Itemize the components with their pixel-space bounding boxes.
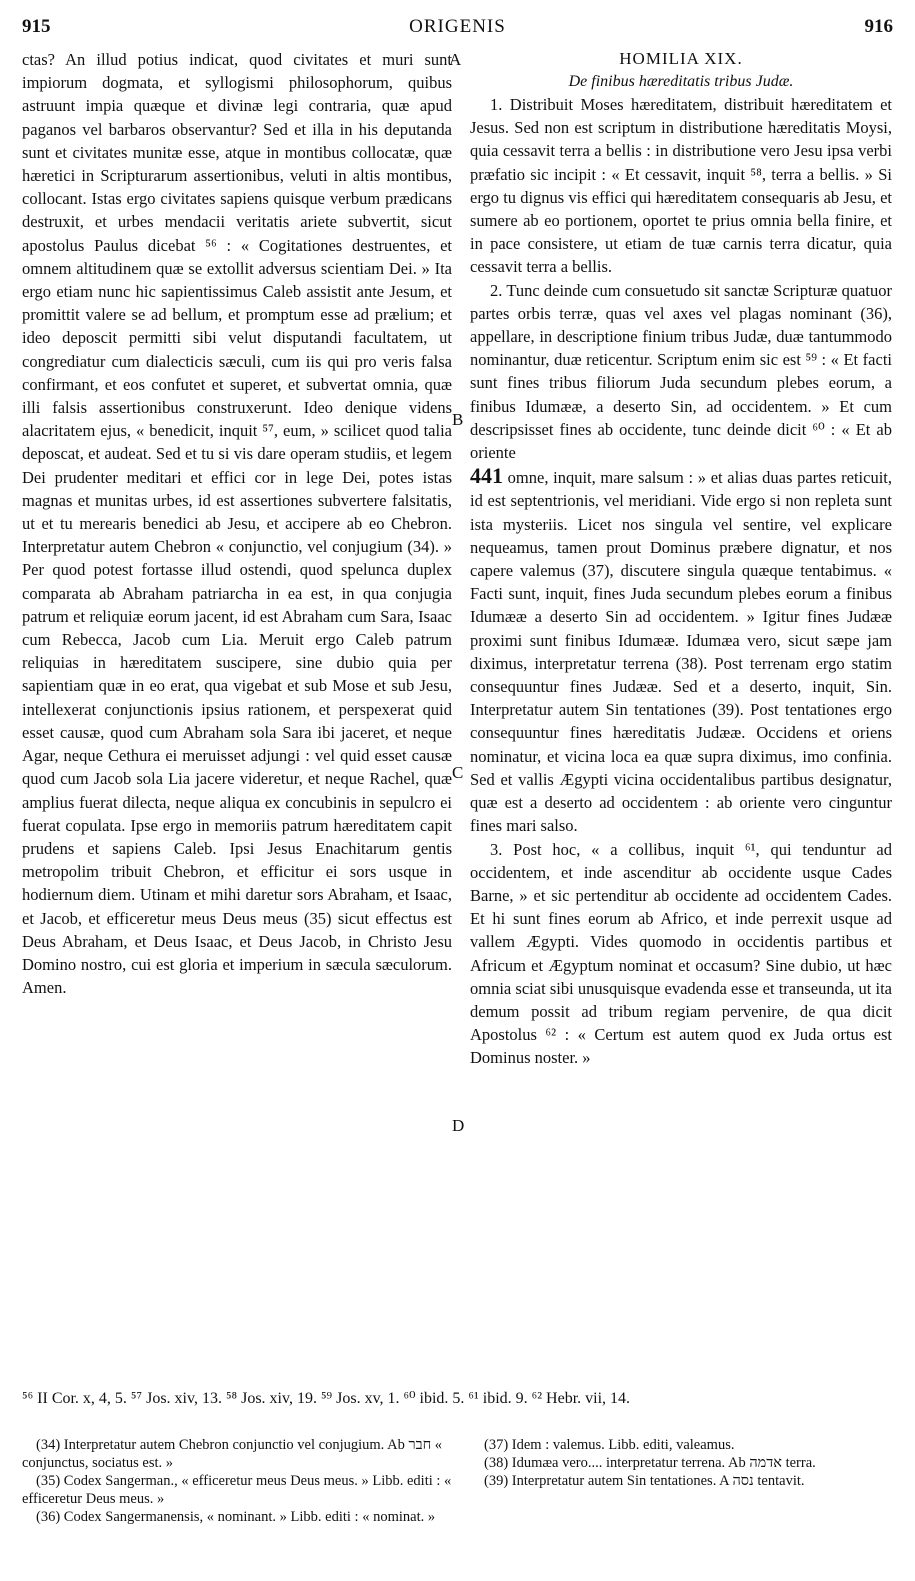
footnote-35: (35) Codex Sangerman., « efficeretur meus Deus meus. » Libb. editi : « efficeretur Deus meus. » xyxy=(22,1473,452,1507)
homily-title: HOMILIA XIX. xyxy=(619,49,743,68)
paragraph-1: 1. Distribuit Moses hæreditatem, distribuit hæreditatem et Jesus. Sed non est scriptum in distributione hæreditatis Moysi, quia cessavit terra a bellis : in distributione vero Jesu ipsa verbi præfatio sic incipit : « Et cessavit, inquit ⁵⁸, terra a bellis. » Si ergo tu dignus vis effici qui hæreditatem consequaris ab Jesu, et sumere ab eo portionem, oportet te prius omnia bella finire, et in pace consistere, ut etiam de tuæ carnis terra dicatur, quia cessavit terra a bellis. xyxy=(470,95,892,277)
column-number: 441 xyxy=(470,463,503,489)
left-column-text: ctas? An illud potius indicat, quod civitates et muri sunt impiorum dogmata, et syllogismi philosophorum, quibus astruunt impia quæque et divinæ legi contraria, quæ apud paganos vel barbaros observantur? Sed et illa in his deputanda sunt et civitates munitæ esse, atque in montibus collocatæ, quæ hæretici in Scripturarum assertionibus, veluti in altis montibus, collocant. Istas ergo civitates sapiens quisque verbum prædicans destruxit, et urbes mendacii veritatis ariete subvertit, sicut apostolus Paulus dicebat ⁵⁶ : « Cogitationes destruentes, et omnem altitudinem quæ se extollit adversus scientiam Dei. » Ita ergo etiam nunc hic sapientissimus Caleb assistit ante Jesum, et promittit valere se ad bellum, et promptum esse ad prælium; et ideo deposcit permitti sibi velut disputandi facultatem, ut congrediatur cum dialecticis sæculi, cum iis qui pro veris falsa confirmant, et eos confutet et superet, et subvertat omnia, quæ illi falsis assertionibus construxerunt. Ideo denique videns alacritatem ejus, « benedicit, inquit ⁵⁷, eum, » scilicet quod talia deposcat, et audeat. Sed et tu si vis dare operam studiis, et legem Dei prudenter meditari et effici cor in lege Dei, potes istas magnas et munitas urbes, id est assertiones subvertere falsitatis, ut et tu merearis benedici ab Jesu, et accipere ab eo Chebron. Interpretatur autem Chebron « conjunctio, vel conjugium (34). » Per quod potest fortasse illud ostendi, quod spelunca duplex comparata ab Abraham patriarcha in ea est, in qua conjugia patrum et reliquiæ eorum jacent, id est Abraham cum Sara, Isaac cum Rebecca, Jacob cum Lia. Meruit ergo Caleb patrum reliquias in hæreditatem suscipere, sine dubio quia per sapientiam quæ in eo erat, qua vigebat et sub Mose et sub Jesu, intellexerat conjunctionis ipsius rationem, et perspexerat quid esset causæ, quod cum Abraham sola Sara ibi jaceret, et neque Agar, neque Cethura ei meruisset adjungi : vel quid esset causæ quod cum Jacob sola Lia jacere videretur, et neque Rachel, quæ amplius fuerat dilecta, neque aliqua ex concubinis in sepulcro ei fuerat copulata. Ipse ergo in memoriis patrum hæreditatem capit prudens et sapiens Caleb. Ipsi Jesus Enachitarum gentis metropolim tribuit Chebron, et efficitur ei sors usque in hodiernum diem. Utinam et mihi daretur sors Abraham, et Isaac, et Jacob, et efficeretur meus Deus meus (35) sicut effectus est Deus Abraham, et Deus Isaac, et Deus Jacob, in Christo Jesu Domino nostro, cui est gloria et imperium in sæcula sæculorum. Amen. xyxy=(22,50,452,998)
scripture-references: ⁵⁶ II Cor. x, 4, 5. ⁵⁷ Jos. xiv, 13. ⁵⁸ Jos. xiv, 19. ⁵⁹ Jos. xv, 1. ⁶⁰ ibid. 5. ⁶¹ ibid. 9. ⁶² Hebr. vii, 14. xyxy=(22,1390,631,1407)
footnote-36: (36) Codex Sangermanensis, « nominant. » Libb. editi : « nominat. » xyxy=(36,1509,436,1525)
margin-letter-c: C xyxy=(452,763,464,782)
margin-letter-b: B xyxy=(452,410,464,429)
left-column xyxy=(22,48,452,999)
paragraph-2b: omne, inquit, mare salsum : » et alias duas partes reticuit, id est septentrionis, vel meridiani. Vide ergo si non repleta sunt ista mysteriis. Licet nos singula vel sentire, vel explicare nequeamus, tamen prout Dominus præbere dignatur, et nos capere valemus (37), discutere singula quæque tentabimus. « Facti sunt, inquit, fines Juda secundum plebes eorum a finibus Idumææ a deserto Sin ad occidentem. » Igitur fines Judææ proximi sunt finibus Idumææ. Idumæa vero, sicut sæpe jam diximus, interpretatur terrena (38). Post terrenam ergo statim consequuntur fines Judææ. Sed et a deserto, inquit, Sin. Interpretatur autem Sin tentationes (39). Post tentationes ergo consequuntur fines hæreditatis Judææ. Occidens et oriens nominatur, et vicina loca ea quæ supra diximus, imo confinia. Sed et vallis Ægypti vicina occidentalibus partibus designatur, quæ est a deserto ad occidentem : ab oriente vero cinguntur fines mari salso. xyxy=(470,468,892,836)
page-number-left: 915 xyxy=(22,16,51,37)
page-header xyxy=(22,16,893,42)
margin-letter-d: D xyxy=(452,1116,465,1135)
homily-subtitle: De finibus hæreditatis tribus Judæ. xyxy=(568,73,794,90)
footnotes-right xyxy=(470,1436,892,1490)
right-column xyxy=(470,48,892,1070)
footnote-34: (34) Interpretatur autem Chebron conjunctio vel conjugium. Ab חבר « conjunctus, sociatus est. » xyxy=(22,1437,443,1471)
footnote-37: (37) Idem : valemus. Libb. editi, valeamus. xyxy=(484,1437,735,1453)
running-title: ORIGENIS xyxy=(409,16,506,37)
paragraph-2a: 2. Tunc deinde cum consuetudo sit sanctæ Scripturæ quatuor partes orbis terræ, quas vel axes vel plagas nominant (36), appellare, in descriptione finium tribus Judæ, duæ tantummodo nominantur, duæ reticentur. Scriptum enim sic est ⁵⁹ : « Et facti sunt fines tribus filiorum Juda secundum plebes eorum, a finibus Idumææ, a deserto Sin, ad occidentem. » Et cum descripsisset fines ab occidente, tunc deinde dicit ⁶⁰ : « Et ab oriente xyxy=(470,280,892,463)
paragraph-3: 3. Post hoc, « a collibus, inquit ⁶¹, qui tenduntur ad occidentem, et inde ascenditur ab occidente usque Cades Barne, » et sic pertenditur ab occidente ad occidentem Cades. Et hi sunt fines eorum ab Africo, et inde perrexit usque ad vallem Ægypti. Vides quomodo in occidentis partibus et Africum et Ægyptum nominat et occasum? Sine dubio, ut hæc omnia sciat sibi unusquisque evadenda esse et transeunda, ut ita demum possit ad tribum regiam pervenire, de qua dicit Apostolus ⁶² : « Certum est autem quod ex Juda ortus est Dominus noster. » xyxy=(470,839,892,1068)
footnote-39: (39) Interpretatur autem Sin tentationes. A נסה tentavit. xyxy=(484,1473,805,1489)
margin-letter-a: A xyxy=(449,50,462,69)
page-number-right: 916 xyxy=(864,16,893,37)
footnote-38: (38) Idumæa vero.... interpretatur terrena. Ab אדמה terra. xyxy=(484,1455,816,1471)
footnotes-left xyxy=(22,1436,462,1526)
